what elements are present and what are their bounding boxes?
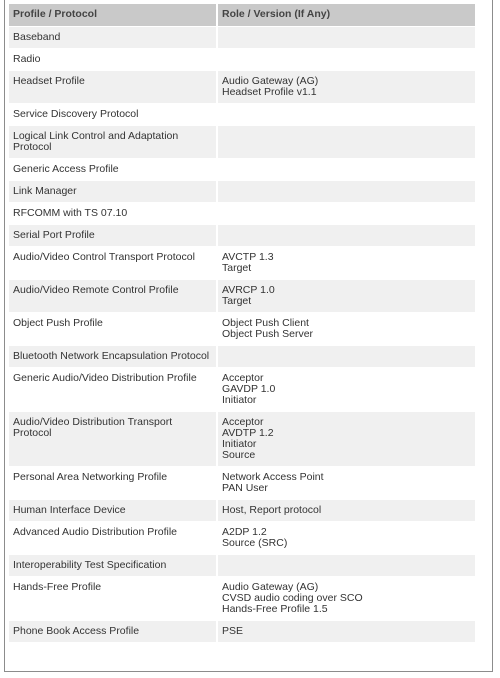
role-version-cell (218, 49, 475, 71)
role-version-cell (218, 104, 475, 126)
role-version-line: Initiator (222, 438, 257, 450)
table-row (9, 159, 475, 181)
table-row (9, 621, 475, 643)
content-frame (4, 0, 493, 672)
role-version-line: Network Access Point (222, 471, 324, 483)
profile-protocol-cell: Phone Book Access Profile (9, 621, 218, 643)
role-version-line: CVSD audio coding over SCO (222, 592, 363, 604)
table-row (9, 500, 475, 522)
header-profile-protocol: Profile / Protocol (9, 4, 218, 27)
profile-protocol-cell: Personal Area Networking Profile (9, 467, 218, 500)
role-version-line: Audio Gateway (AG) (222, 581, 319, 593)
profile-protocol-cell: Bluetooth Network Encapsulation Protocol (9, 346, 218, 368)
role-version-cell (218, 368, 475, 412)
table-row (9, 247, 475, 280)
profile-protocol-cell: Service Discovery Protocol (9, 104, 218, 126)
role-version-cell (218, 203, 475, 225)
role-version-line: PSE (222, 625, 244, 637)
profile-protocol-cell: Advanced Audio Distribution Profile (9, 522, 218, 555)
table-row (9, 203, 475, 225)
role-version-line: Source (SRC) (222, 537, 288, 549)
profile-protocol-cell: Logical Link Control and Adaptation Protocol (9, 126, 218, 159)
role-version-cell (218, 71, 475, 104)
profile-protocol-cell: Audio/Video Control Transport Protocol (9, 247, 218, 280)
table-row (9, 522, 475, 555)
table-row (9, 467, 475, 500)
table-row (9, 555, 475, 577)
role-version-line: Acceptor (222, 416, 264, 428)
role-version-cell (218, 27, 475, 49)
role-version-line: Target (222, 295, 252, 307)
role-version-cell (218, 225, 475, 247)
table-row (9, 280, 475, 313)
role-version-cell (218, 159, 475, 181)
role-version-line: Acceptor (222, 372, 264, 384)
role-version-cell (218, 500, 475, 522)
role-version-line: A2DP 1.2 (222, 526, 267, 538)
profile-protocol-table (9, 4, 475, 643)
role-version-cell (218, 280, 475, 313)
role-version-line: Source (222, 449, 256, 461)
table-row (9, 313, 475, 346)
role-version-cell (218, 577, 475, 621)
table-row (9, 27, 475, 49)
table-row (9, 49, 475, 71)
table-header-row (9, 4, 475, 27)
role-version-line: Headset Profile v1.1 (222, 86, 317, 98)
role-version-line: Audio Gateway (AG) (222, 75, 319, 87)
header-role-version: Role / Version (If Any) (218, 4, 475, 27)
table-row (9, 412, 475, 467)
profile-protocol-cell: Baseband (9, 27, 218, 49)
profile-protocol-cell: Generic Access Profile (9, 159, 218, 181)
profile-protocol-cell: Audio/Video Remote Control Profile (9, 280, 218, 313)
table-row (9, 126, 475, 159)
role-version-line: GAVDP 1.0 (222, 383, 276, 395)
role-version-line: Hands-Free Profile 1.5 (222, 603, 328, 615)
role-version-line: Initiator (222, 394, 257, 406)
role-version-cell (218, 247, 475, 280)
profile-protocol-cell: Serial Port Profile (9, 225, 218, 247)
profile-protocol-cell: Generic Audio/Video Distribution Profile (9, 368, 218, 412)
role-version-cell (218, 412, 475, 467)
profile-protocol-cell: RFCOMM with TS 07.10 (9, 203, 218, 225)
role-version-line: Host, Report protocol (222, 504, 322, 516)
role-version-cell (218, 555, 475, 577)
profile-protocol-cell: Object Push Profile (9, 313, 218, 346)
profile-protocol-cell: Headset Profile (9, 71, 218, 104)
profile-protocol-cell: Interoperability Test Specification (9, 555, 218, 577)
role-version-line: Target (222, 262, 252, 274)
profile-protocol-cell: Human Interface Device (9, 500, 218, 522)
profile-protocol-cell: Link Manager (9, 181, 218, 203)
role-version-line: AVCTP 1.3 (222, 251, 274, 263)
role-version-line: AVRCP 1.0 (222, 284, 275, 296)
table-body (9, 27, 475, 643)
role-version-cell (218, 126, 475, 159)
role-version-line: AVDTP 1.2 (222, 427, 274, 439)
profile-protocol-cell: Audio/Video Distribution Transport Protocol (9, 412, 218, 467)
table-row (9, 71, 475, 104)
role-version-cell (218, 467, 475, 500)
role-version-line: Object Push Client (222, 317, 309, 329)
role-version-line: PAN User (222, 482, 268, 494)
role-version-cell (218, 181, 475, 203)
table-row (9, 181, 475, 203)
role-version-cell (218, 621, 475, 643)
table-row (9, 225, 475, 247)
role-version-cell (218, 346, 475, 368)
role-version-line: Object Push Server (222, 328, 314, 340)
table-row (9, 104, 475, 126)
role-version-cell (218, 522, 475, 555)
profile-protocol-cell: Hands-Free Profile (9, 577, 218, 621)
table-row (9, 346, 475, 368)
table-row (9, 368, 475, 412)
table-row (9, 577, 475, 621)
profile-protocol-cell: Radio (9, 49, 218, 71)
role-version-cell (218, 313, 475, 346)
